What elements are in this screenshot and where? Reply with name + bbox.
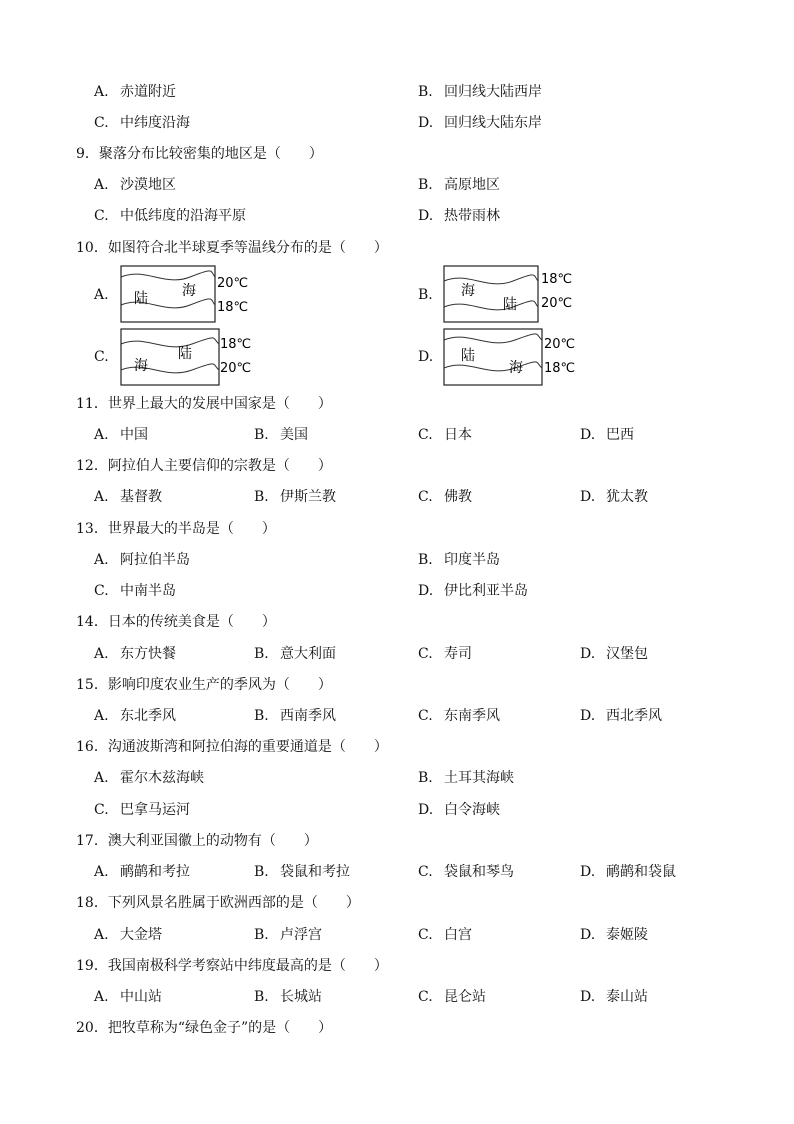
option-letter: B.: [418, 552, 433, 568]
q8-options-row-1: [0, 81, 794, 103]
q9-option-a[interactable]: [94, 174, 176, 196]
q13-option-d[interactable]: [418, 580, 528, 602]
q15-options-row: [0, 705, 794, 727]
q19-option-c[interactable]: [418, 986, 486, 1008]
q17-option-c[interactable]: [418, 861, 514, 883]
q11-stem-row: [0, 393, 794, 415]
q17-option-b[interactable]: [254, 861, 350, 883]
q10-option-c-isotherm-diagram[interactable]: [120, 328, 260, 388]
q11-option-a[interactable]: [94, 424, 148, 446]
option-text: 西北季风: [606, 708, 662, 724]
option-text: 鸸鹋和袋鼠: [606, 864, 676, 880]
sea-label: 海: [461, 283, 475, 299]
q14-option-b[interactable]: [254, 643, 336, 665]
option-text: 犹太教: [606, 489, 648, 505]
option-letter: C.: [418, 927, 433, 943]
sea-label: 海: [182, 283, 196, 299]
option-letter: C.: [418, 864, 433, 880]
option-text: 中纬度沿海: [120, 115, 190, 131]
option-text: 白令海峡: [444, 802, 500, 818]
option-text: 泰姬陵: [606, 927, 648, 943]
option-text: 袋鼠和考拉: [280, 864, 350, 880]
option-text: 东方快餐: [120, 646, 176, 662]
option-letter: D.: [580, 489, 596, 505]
q17-stem: 17．澳大利亚国徽上的动物有（ ）: [76, 833, 318, 849]
q18-option-a[interactable]: [94, 924, 162, 946]
option-text: 巴西: [606, 427, 634, 443]
option-text: 阿拉伯半岛: [120, 552, 190, 568]
q15-option-b[interactable]: [254, 705, 336, 727]
q10-stem: 10．如图符合北半球夏季等温线分布的是（ ）: [76, 240, 388, 256]
q17-option-d[interactable]: [580, 861, 676, 883]
q14-option-a[interactable]: [94, 643, 176, 665]
q8-option-d[interactable]: [418, 112, 542, 134]
q9-stem-row: [0, 143, 794, 165]
option-text: 白宫: [444, 927, 472, 943]
option-letter: B.: [254, 427, 269, 443]
land-label: 陆: [178, 346, 192, 362]
q16-options-row-2: [0, 799, 794, 821]
option-letter: C.: [418, 708, 433, 724]
option-text: 日本: [444, 427, 472, 443]
q12-stem-row: [0, 455, 794, 477]
q12-stem: 12．阿拉伯人主要信仰的宗教是（ ）: [76, 458, 332, 474]
option-text: 美国: [280, 427, 308, 443]
option-text: 中国: [120, 427, 148, 443]
option-letter: B.: [254, 989, 269, 1005]
q9-option-b[interactable]: [418, 174, 500, 196]
isotherm-top-label: 20℃: [217, 276, 249, 291]
q13-options-row-1: [0, 549, 794, 571]
q19-stem: 19．我国南极科学考察站中纬度最高的是（ ）: [76, 958, 388, 974]
option-letter: C.: [94, 802, 109, 818]
isotherm-top-label: 20℃: [544, 337, 576, 352]
q10-option-a-isotherm-diagram[interactable]: [120, 265, 250, 325]
q9-options-row-2: [0, 205, 794, 227]
q15-stem: 15．影响印度农业生产的季风为（ ）: [76, 677, 332, 693]
option-text: 回归线大陆西岸: [444, 84, 542, 100]
q12-option-a[interactable]: [94, 486, 162, 508]
option-letter: A.: [94, 177, 109, 193]
q8-options-row-2: [0, 112, 794, 134]
option-text: 中南半岛: [120, 583, 176, 599]
option-letter: A.: [94, 770, 109, 786]
q19-option-a[interactable]: [94, 986, 162, 1008]
option-letter: D.: [580, 989, 596, 1005]
option-letter: A.: [94, 552, 109, 568]
isotherm-top-label: 18℃: [541, 272, 573, 287]
option-text: 袋鼠和琴鸟: [444, 864, 514, 880]
option-text: 鸸鹋和考拉: [120, 864, 190, 880]
q8-option-c[interactable]: [94, 112, 190, 134]
sea-label: 海: [509, 360, 523, 376]
q14-option-d[interactable]: [580, 643, 648, 665]
option-letter: D.: [580, 708, 596, 724]
option-letter: D.: [418, 208, 434, 224]
option-text: 伊斯兰教: [280, 489, 336, 505]
option-text: 巴拿马运河: [120, 802, 190, 818]
q17-stem-row: [0, 830, 794, 852]
option-text: 热带雨林: [444, 208, 500, 224]
q11-options-row: [0, 424, 794, 446]
option-letter: A.: [94, 989, 109, 1005]
land-label: 陆: [134, 291, 148, 307]
q14-stem: 14．日本的传统美食是（ ）: [76, 614, 276, 630]
q20-stem-row: [0, 1017, 794, 1039]
option-letter: D.: [418, 802, 434, 818]
q10-stem-row: [0, 237, 794, 259]
q15-stem-row: [0, 674, 794, 696]
q9-stem: 9．聚落分布比较密集的地区是（ ）: [76, 146, 323, 162]
q14-stem-row: [0, 611, 794, 633]
option-text: 东南季风: [444, 708, 500, 724]
q10-option-a-letter[interactable]: A.: [94, 287, 109, 303]
option-text: 佛教: [444, 489, 472, 505]
option-letter: B.: [418, 770, 433, 786]
q12-option-c[interactable]: [418, 486, 472, 508]
option-letter: D.: [580, 427, 596, 443]
q17-options-row: [0, 861, 794, 883]
q11-option-c[interactable]: [418, 424, 472, 446]
isotherm-bottom-label: 18℃: [544, 361, 576, 376]
q19-options-row: [0, 986, 794, 1008]
option-letter: D.: [418, 583, 434, 599]
q10-option-b-isotherm-diagram[interactable]: [443, 265, 583, 325]
q18-stem: 18．下列风景名胜属于欧洲西部的是（ ）: [76, 895, 360, 911]
q15-option-d[interactable]: [580, 705, 662, 727]
option-letter: A.: [94, 708, 109, 724]
q11-stem: 11．世界上最大的发展中国家是（ ）: [76, 396, 332, 412]
option-text: 沙漠地区: [120, 177, 176, 193]
option-letter: A.: [94, 646, 109, 662]
option-letter: B.: [254, 646, 269, 662]
isotherm-top-label: 18℃: [220, 337, 252, 352]
q13-stem: 13．世界最大的半岛是（ ）: [76, 521, 276, 537]
option-text: 基督教: [120, 489, 162, 505]
option-text: 印度半岛: [444, 552, 500, 568]
q12-option-d[interactable]: [580, 486, 648, 508]
option-letter: A.: [94, 864, 109, 880]
option-text: 意大利面: [280, 646, 336, 662]
q10-option-b-letter[interactable]: B.: [418, 287, 433, 303]
q12-options-row: [0, 486, 794, 508]
isotherm-bottom-label: 20℃: [220, 361, 252, 376]
isotherm-bottom-label: 20℃: [541, 296, 573, 311]
option-letter: C.: [94, 115, 109, 131]
q19-option-b[interactable]: [254, 986, 322, 1008]
q13-options-row-2: [0, 580, 794, 602]
q8-option-b[interactable]: [418, 81, 542, 103]
q19-option-d[interactable]: [580, 986, 648, 1008]
q9-option-d[interactable]: [418, 205, 500, 227]
q18-option-d[interactable]: [580, 924, 648, 946]
q13-option-c[interactable]: [94, 580, 176, 602]
q10-option-d-isotherm-diagram[interactable]: [443, 328, 583, 388]
option-letter: B.: [254, 864, 269, 880]
option-text: 伊比利亚半岛: [444, 583, 528, 599]
q14-options-row: [0, 643, 794, 665]
option-text: 泰山站: [606, 989, 648, 1005]
option-letter: A.: [94, 427, 109, 443]
option-text: 霍尔木兹海峡: [120, 770, 204, 786]
q11-option-b[interactable]: [254, 424, 308, 446]
q15-option-c[interactable]: [418, 705, 500, 727]
option-letter: C.: [418, 989, 433, 1005]
q18-options-row: [0, 924, 794, 946]
option-text: 东北季风: [120, 708, 176, 724]
q16-options-row-1: [0, 767, 794, 789]
option-letter: D.: [580, 646, 596, 662]
option-text: 西南季风: [280, 708, 336, 724]
option-letter: B.: [254, 927, 269, 943]
q16-option-d[interactable]: [418, 799, 500, 821]
q10-option-d-letter[interactable]: D.: [418, 349, 434, 365]
q8-option-a[interactable]: [94, 81, 176, 103]
option-letter: B.: [418, 84, 433, 100]
q13-option-b[interactable]: [418, 549, 500, 571]
q18-option-c[interactable]: [418, 924, 472, 946]
q16-option-c[interactable]: [94, 799, 190, 821]
q18-stem-row: [0, 892, 794, 914]
option-letter: B.: [254, 489, 269, 505]
q11-option-d[interactable]: [580, 424, 634, 446]
option-letter: B.: [418, 177, 433, 193]
option-letter: D.: [580, 864, 596, 880]
option-letter: C.: [94, 208, 109, 224]
option-letter: B.: [254, 708, 269, 724]
q14-option-c[interactable]: [418, 643, 472, 665]
q13-option-a[interactable]: [94, 549, 190, 571]
option-letter: C.: [418, 427, 433, 443]
q10-option-c-letter[interactable]: C.: [94, 349, 109, 365]
option-text: 土耳其海峡: [444, 770, 514, 786]
option-text: 昆仑站: [444, 989, 486, 1005]
diagram-frame: [444, 266, 538, 322]
option-letter: A.: [94, 489, 109, 505]
isotherm-bottom-label: 18℃: [217, 300, 249, 315]
option-text: 回归线大陆东岸: [444, 115, 542, 131]
option-text: 中山站: [120, 989, 162, 1005]
option-text: 长城站: [280, 989, 322, 1005]
q12-option-b[interactable]: [254, 486, 336, 508]
q20-stem: 20．把牧草称为“绿色金子”的是（ ）: [76, 1020, 333, 1036]
option-text: 中低纬度的沿海平原: [120, 208, 246, 224]
q9-option-c[interactable]: [94, 205, 246, 227]
q16-option-a[interactable]: [94, 767, 204, 789]
q16-option-b[interactable]: [418, 767, 514, 789]
option-text: 卢浮宫: [280, 927, 322, 943]
q13-stem-row: [0, 518, 794, 540]
option-letter: D.: [580, 927, 596, 943]
option-letter: A.: [94, 927, 109, 943]
option-letter: D.: [418, 115, 434, 131]
option-text: 大金塔: [120, 927, 162, 943]
option-text: 寿司: [444, 646, 472, 662]
option-text: 汉堡包: [606, 646, 648, 662]
q16-stem-row: [0, 736, 794, 758]
q15-option-a[interactable]: [94, 705, 176, 727]
q16-stem: 16．沟通波斯湾和阿拉伯海的重要通道是（ ）: [76, 739, 388, 755]
q9-options-row-1: [0, 174, 794, 196]
sea-label: 海: [134, 358, 148, 374]
option-letter: A.: [94, 84, 109, 100]
q18-option-b[interactable]: [254, 924, 322, 946]
land-label: 陆: [503, 297, 517, 313]
option-letter: C.: [418, 489, 433, 505]
option-text: 高原地区: [444, 177, 500, 193]
land-label: 陆: [461, 348, 475, 364]
diagram-frame: [121, 329, 219, 385]
q19-stem-row: [0, 955, 794, 977]
option-letter: C.: [94, 583, 109, 599]
option-letter: C.: [418, 646, 433, 662]
option-text: 赤道附近: [120, 84, 176, 100]
q17-option-a[interactable]: [94, 861, 190, 883]
